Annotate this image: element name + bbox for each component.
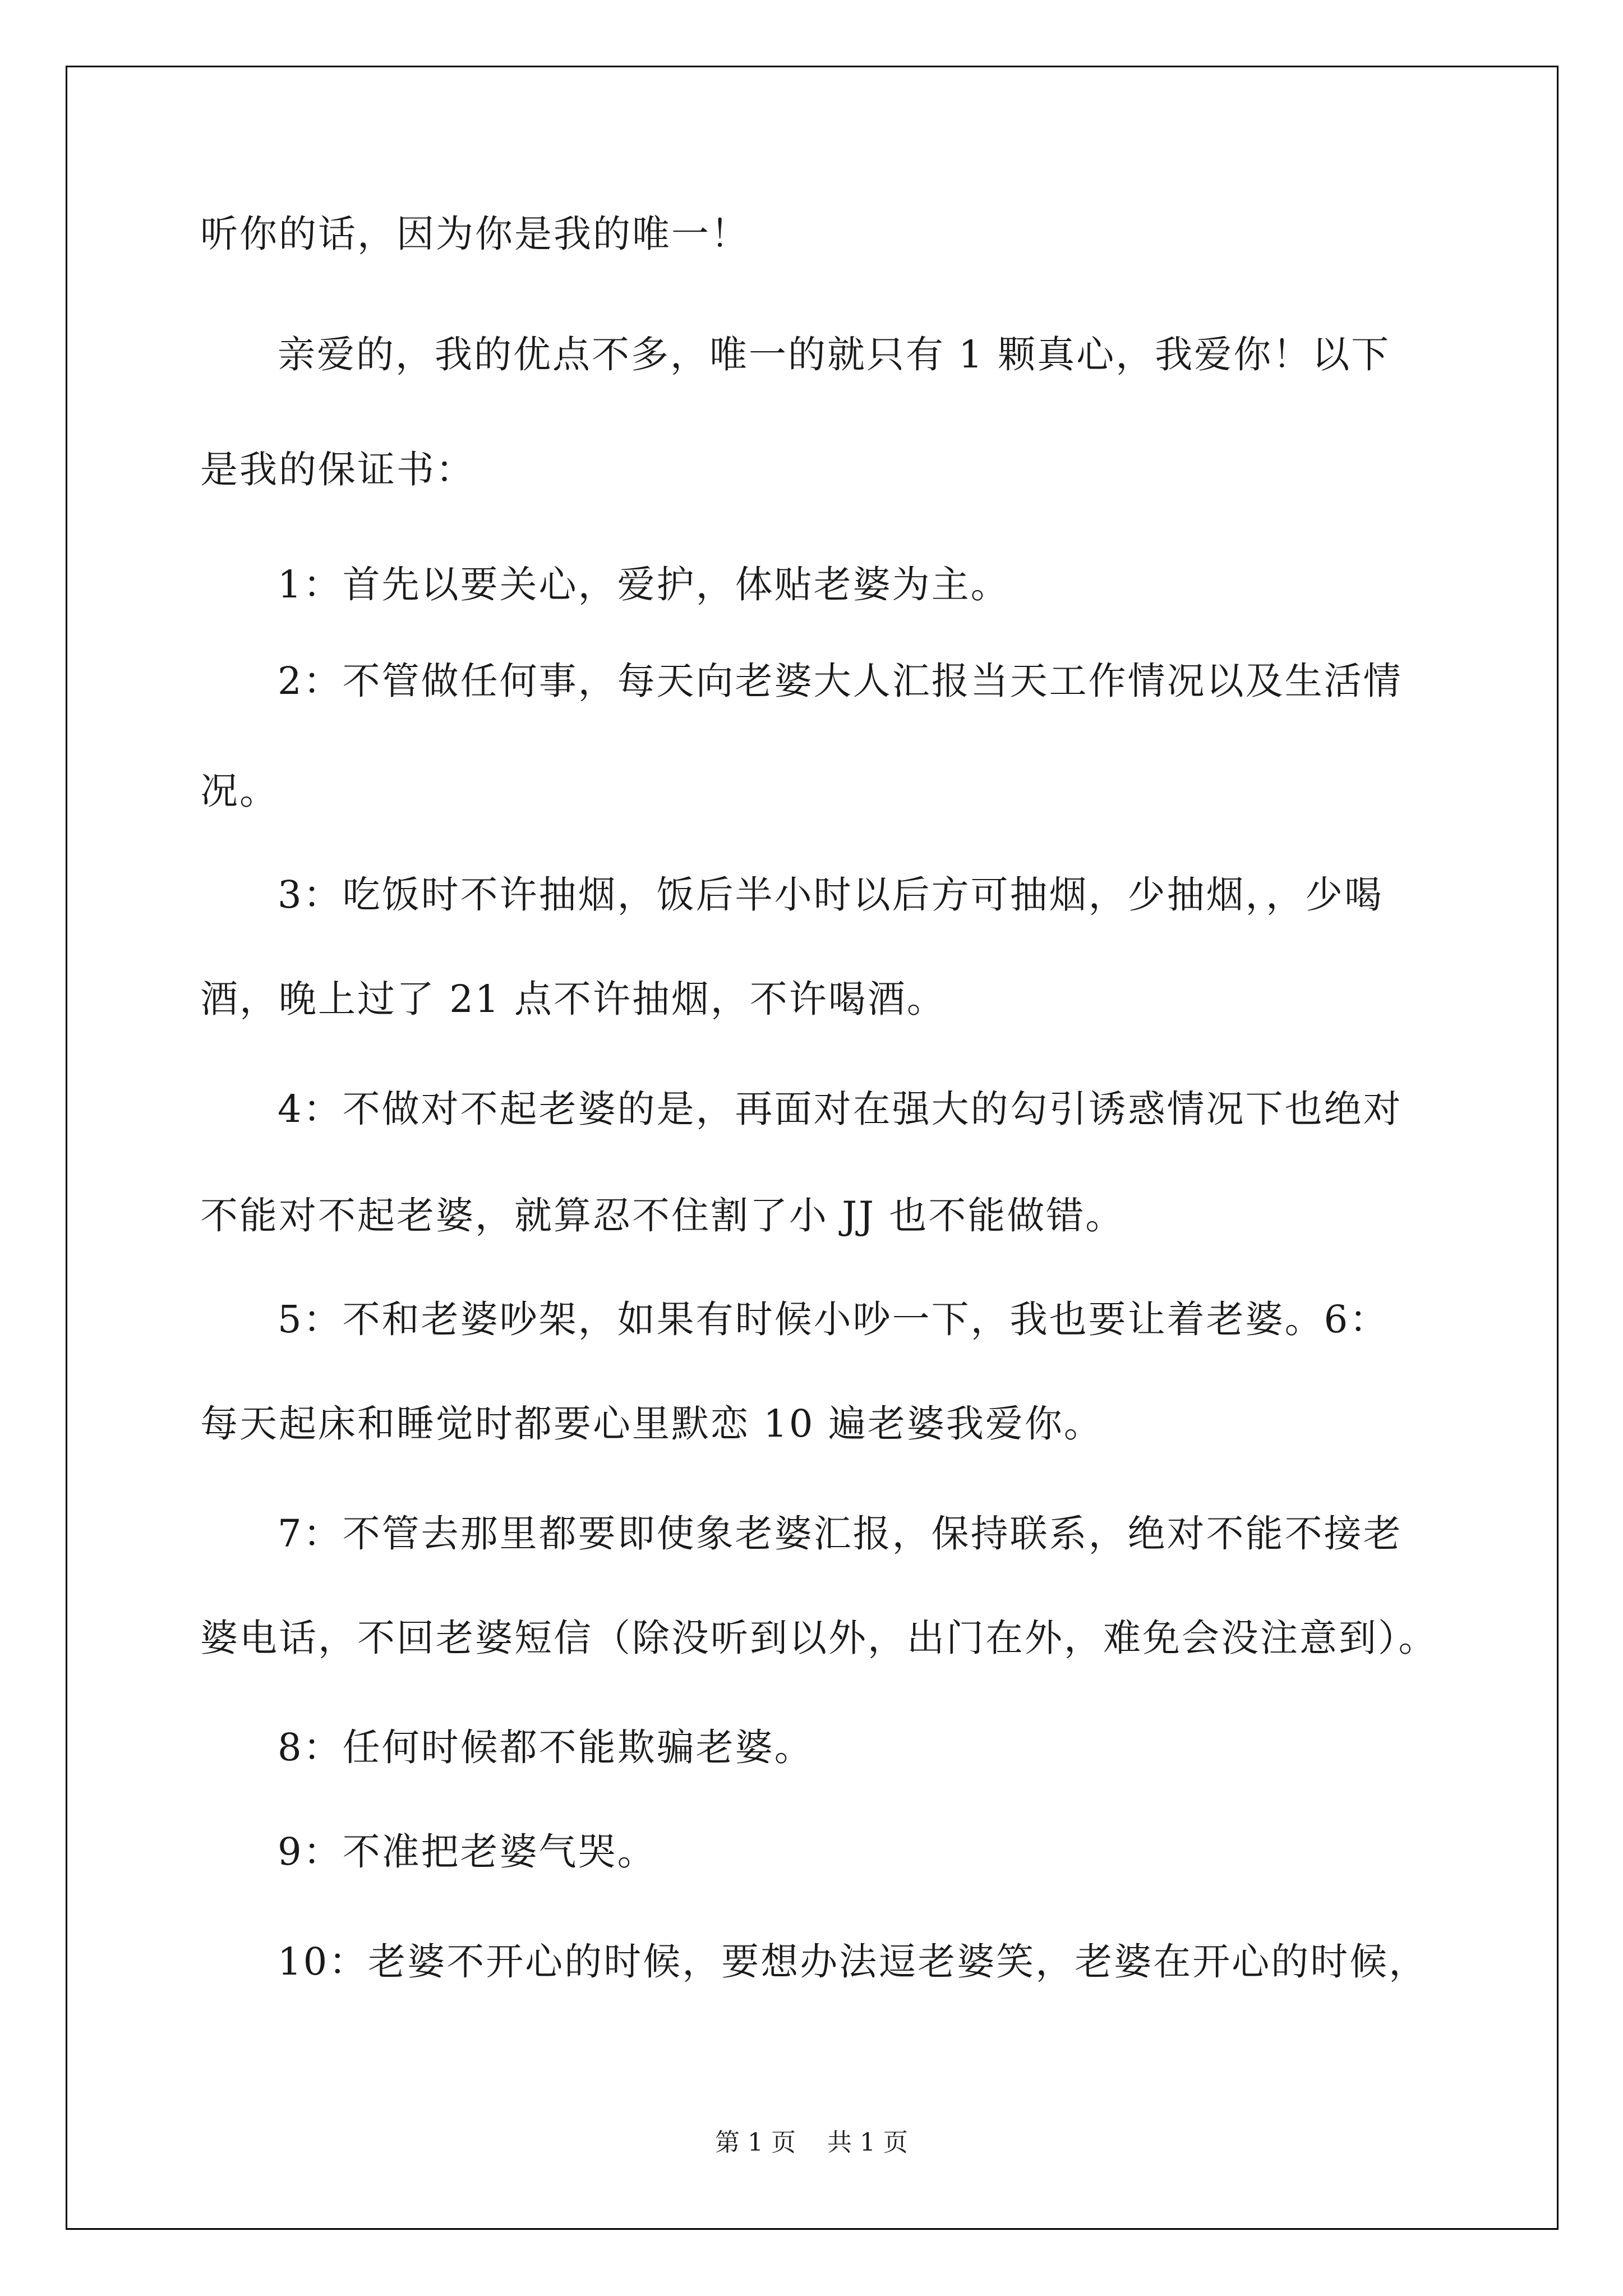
text-line: 5：不和老婆吵架，如果有时候小吵一下，我也要让着老婆。6： bbox=[278, 1297, 1389, 1341]
text-line: 亲爱的，我的优点不多，唯一的就只有 1 颗真心，我爱你！以下 bbox=[278, 333, 1391, 376]
text-line: 是我的保证书： bbox=[200, 448, 475, 491]
text-line: 9：不准把老婆气哭。 bbox=[278, 1830, 657, 1874]
text-line: 婆电话，不回老婆短信（除没听到以外，出门在外，难免会没注意到）。 bbox=[200, 1616, 1438, 1660]
text-line: 8：任何时候都不能欺骗老婆。 bbox=[278, 1726, 814, 1769]
text-line: 1：首先以要关心，爱护，体贴老婆为主。 bbox=[278, 563, 1010, 606]
text-line: 听你的话，因为你是我的唯一！ bbox=[200, 212, 750, 256]
text-line: 7：不管去那里都要即使象老婆汇报，保持联系，绝对不能不接老 bbox=[278, 1512, 1403, 1556]
text-line: 每天起床和睡觉时都要心里默恋 10 遍老婆我爱你。 bbox=[200, 1402, 1103, 1446]
text-line: 2：不管做任何事，每天向老婆大人汇报当天工作情况以及生活情 bbox=[278, 659, 1403, 703]
text-line: 10：老婆不开心的时候，要想办法逗老婆笑，老婆在开心的时候， bbox=[278, 1940, 1428, 1984]
page-number-footer: 第 1 页 共 1 页 bbox=[715, 2128, 908, 2157]
text-line: 酒，晚上过了 21 点不许抽烟，不许喝酒。 bbox=[200, 977, 946, 1021]
text-line: 况。 bbox=[200, 769, 279, 813]
text-line: 4：不做对不起老婆的是，再面对在强大的勾引诱惑情况下也绝对 bbox=[278, 1087, 1403, 1131]
text-line: 不能对不起老婆，就算忍不住割了小 JJ 也不能做错。 bbox=[200, 1194, 1125, 1237]
text-line: 3：吃饭时不许抽烟，饭后半小时以后方可抽烟，少抽烟，，少喝 bbox=[278, 873, 1384, 917]
page-frame bbox=[66, 66, 1559, 2230]
